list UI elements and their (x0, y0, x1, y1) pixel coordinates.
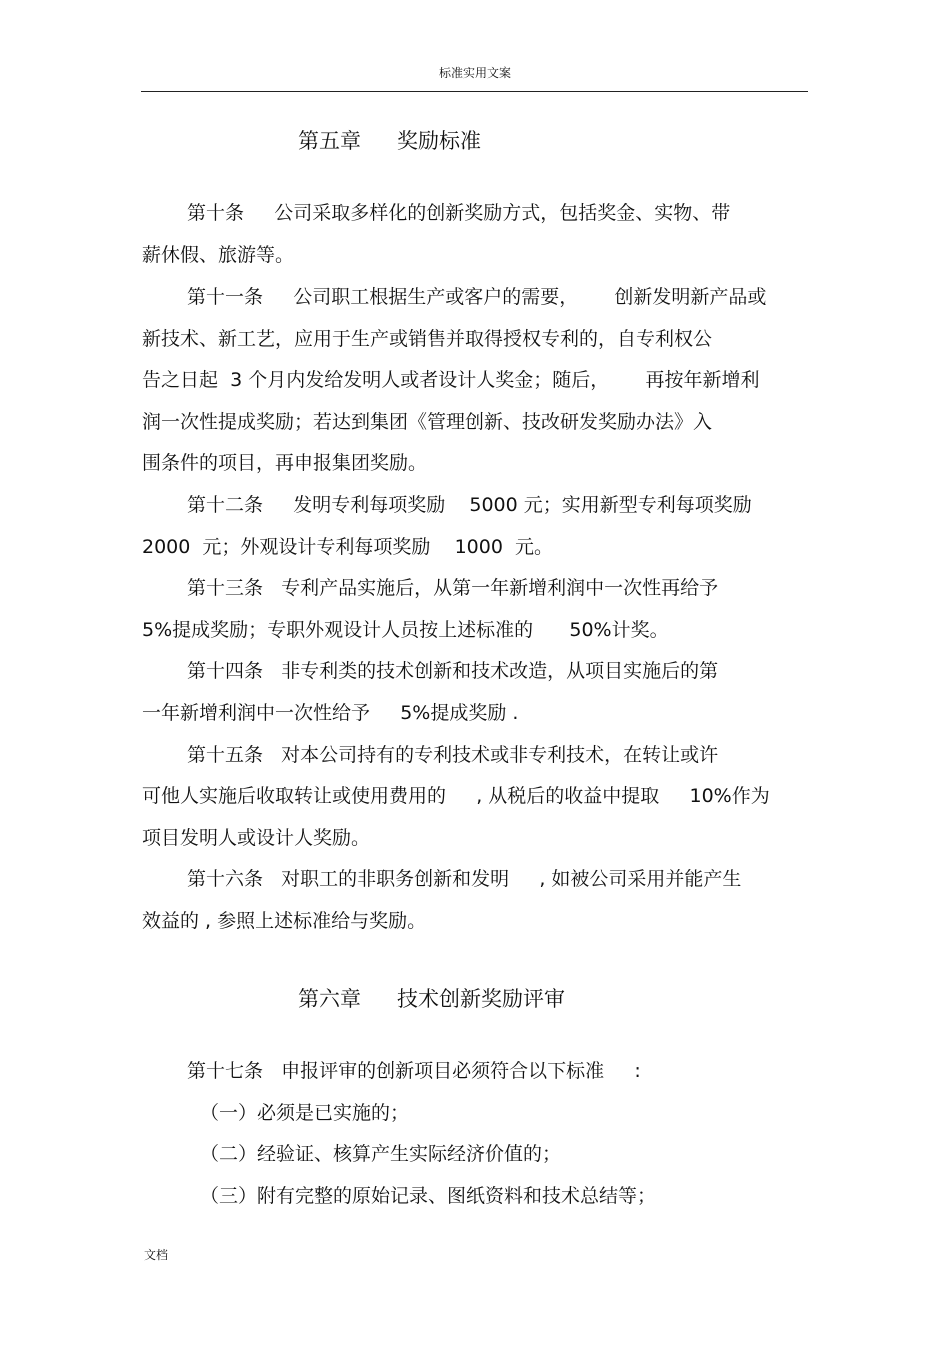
article-12-line-2: 2000 元；外观设计专利每项奖励 1000 元。 (142, 536, 554, 558)
article-17-item-2: （二）经验证、核算产生实际经济价值的； (200, 1143, 562, 1165)
article-17-line-1: 第十七条 申报评审的创新项目必须符合以下标准 : (187, 1060, 641, 1082)
article-11-line-5: 围条件的项目，再申报集团奖励。 (142, 452, 428, 474)
article-14-line-1: 第十四条 非专利类的技术创新和技术改造，从项目实施后的第 (187, 660, 719, 682)
page-header-text: 标准实用文案 (438, 66, 511, 80)
article-14-line-2: 一年新增利润中一次性给予 5%提成奖励 . (142, 702, 519, 724)
article-17-item-3: （三）附有完整的原始记录、图纸资料和技术总结等； (200, 1185, 657, 1207)
article-11-line-1: 第十一条 公司职工根据生产或客户的需要， 创新发明新产品或 (187, 286, 767, 308)
article-16-line-1: 第十六条 对职工的非职务创新和发明 , 如被公司采用并能产生 (187, 868, 742, 890)
article-10-line-1: 第十条 公司采取多样化的创新奖励方式，包括奖金、实物、带 (187, 202, 731, 224)
article-11-line-4: 润一次性提成奖励；若达到集团《管理创新、技改研发奖励办法》入 (142, 411, 713, 433)
page-footer-text: 文档 (144, 1248, 169, 1262)
article-11-line-3: 告之日起 3 个月内发给发明人或者设计人奖金；随后， 再按年新增利 (142, 369, 760, 391)
header-divider (141, 91, 808, 92)
chapter-6-number: 第六章 (298, 987, 361, 1011)
article-17-item-1: （一）必须是已实施的； (200, 1102, 410, 1124)
chapter-5-number: 第五章 (298, 129, 361, 153)
chapter-5-title: 奖励标准 (397, 129, 481, 153)
article-15-line-3: 项目发明人或设计人奖励。 (142, 827, 371, 849)
chapter-6-title: 技术创新奖励评审 (397, 987, 565, 1011)
article-15-line-2: 可他人实施后收取转让或使用费用的 , 从税后的收益中提取 10%作为 (142, 785, 770, 807)
article-13-line-2: 5%提成奖励；专职外观设计人员按上述标准的 50%计奖。 (142, 619, 669, 641)
article-10-line-2: 薪休假、旅游等。 (142, 244, 295, 266)
article-13-line-1: 第十三条 专利产品实施后，从第一年新增利润中一次性再给予 (187, 577, 719, 599)
article-16-line-2: 效益的 , 参照上述标准给与奖励。 (142, 910, 427, 932)
chapter-6-heading (298, 986, 565, 1012)
article-15-line-1: 第十五条 对本公司持有的专利技术或非专利技术，在转让或许 (187, 744, 719, 766)
article-12-line-1: 第十二条 发明专利每项奖励 5000 元；实用新型专利每项奖励 (187, 494, 752, 516)
article-11-line-2: 新技术、新工艺，应用于生产或销售并取得授权专利的，自专利权公 (142, 328, 713, 350)
chapter-5-heading (298, 128, 481, 154)
